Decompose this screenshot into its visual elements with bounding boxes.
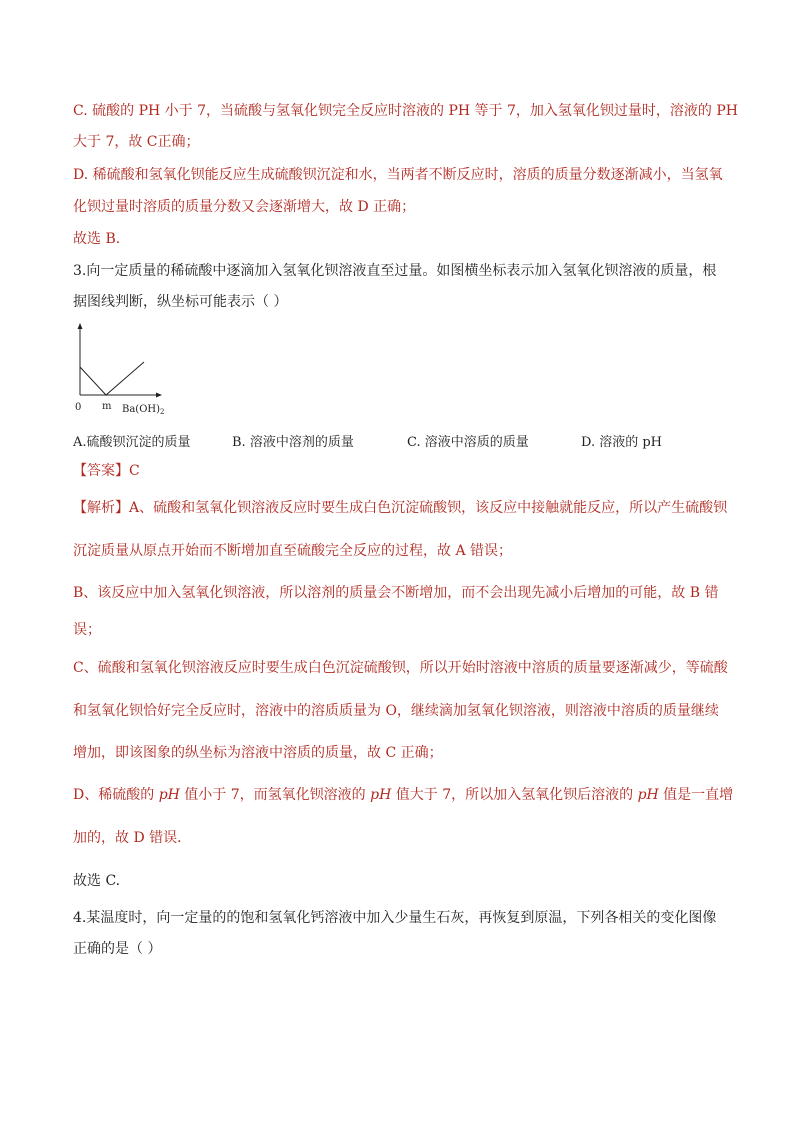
question3-conclusion: 故选 C. bbox=[73, 873, 121, 889]
question3-graph bbox=[72, 322, 182, 420]
analysis-tag: 【解析】 bbox=[73, 500, 129, 516]
explanation-conclusion: 故选 B. bbox=[73, 231, 121, 247]
question3-line1: 3.向一定质量的稀硫酸中逐滴加入氢氧化钡溶液直至过量。如图横坐标表示加入氢氧化钡溶液的质量，根 bbox=[73, 263, 717, 279]
analysis-d-line2: 加的，故 D 错误． bbox=[73, 830, 192, 846]
analysis-a-text1: A、硫酸和氢氧化钡溶液反应时要生成白色沉淀硫酸钡，该反应中接触就能反应，所以产生硫酸钡 bbox=[129, 500, 728, 516]
analysis-d-mid1: 值小于 7，而氢氧化钡溶液的 bbox=[179, 787, 371, 803]
answer-tag: 【答案】 bbox=[73, 463, 129, 479]
option-d: D. 溶液的 pH bbox=[581, 435, 663, 450]
analysis-c-line1: C、硫酸和氢氧化钡溶液反应时要生成白色沉淀硫酸钡，所以开始时溶液中溶质的质量要逐渐减少，等硫酸 bbox=[73, 660, 728, 676]
graph-x-label-subscript: 2 bbox=[160, 408, 165, 416]
question4-line1: 4.某温度时，向一定量的的饱和氢氧化钙溶液中加入少量生石灰，再恢复到原温，下列各相关的变化图像 bbox=[73, 910, 717, 926]
analysis-a-line1 bbox=[73, 499, 727, 517]
option-b: B. 溶液中溶剂的质量 bbox=[232, 435, 354, 450]
graph-origin-label: 0 bbox=[75, 402, 82, 413]
graph-x-label-main: Ba(OH) bbox=[122, 404, 161, 415]
ph-term: pH bbox=[158, 787, 180, 803]
analysis-a-line2: 沉淀质量从原点开始而不断增加直至硫酸完全反应的过程，故 A 错误； bbox=[73, 543, 513, 559]
analysis-b-line2: 误； bbox=[73, 622, 101, 638]
analysis-d-mid2: 值大于 7，所以加入氢氧化钡后溶液的 bbox=[391, 787, 638, 803]
graph-x-axis-label bbox=[122, 404, 165, 416]
option-a: A.硫酸钡沉淀的质量 bbox=[73, 435, 191, 450]
ph-term: pH bbox=[637, 787, 659, 803]
explanation-d-line2: 化钡过量时溶质的质量分数又会逐渐增大，故 D 正确； bbox=[73, 199, 416, 215]
explanation-c-line1: C. 硫酸的 PH 小于 7，当硫酸与氢氧化钡完全反应时溶液的 PH 等于 7，加入氢氧化钡过量时，溶液的 PH bbox=[73, 103, 738, 119]
analysis-b-line1: B、该反应中加入氢氧化钡溶液，所以溶剂的质量会不断增加，而不会出现先减小后增加的可能，故 B 错 bbox=[73, 585, 719, 601]
question3-line2: 据图线判断，纵坐标可能表示（ ） bbox=[73, 294, 288, 310]
explanation-d-line1: D. 稀硫酸和氢氧化钡能反应生成硫酸钡沉淀和水，当两者不断反应时，溶质的质量分数逐渐减小，当氢氧 bbox=[73, 167, 723, 183]
ph-term: pH bbox=[370, 787, 392, 803]
explanation-c-line2: 大于 7，故 C正确； bbox=[73, 134, 200, 150]
graph-m-label: m bbox=[102, 401, 112, 412]
answer-line bbox=[73, 462, 140, 480]
analysis-c-line3: 增加，即该图象的纵坐标为溶液中溶质的质量，故 C 正确； bbox=[73, 745, 443, 761]
analysis-d-pre: D、稀硫酸的 bbox=[73, 787, 159, 803]
option-c: C. 溶液中溶质的质量 bbox=[407, 435, 529, 450]
analysis-d-post: 值是一直增 bbox=[658, 787, 734, 803]
analysis-c-line2: 和氢氧化钡恰好完全反应时，溶液中的溶质质量为 O，继续滴加氢氧化钡溶液，则溶液中溶质的质量继续 bbox=[73, 703, 719, 719]
analysis-d-line1 bbox=[73, 786, 733, 804]
answer-value: C bbox=[129, 463, 140, 479]
question4-line2: 正确的是（ ） bbox=[73, 941, 162, 957]
